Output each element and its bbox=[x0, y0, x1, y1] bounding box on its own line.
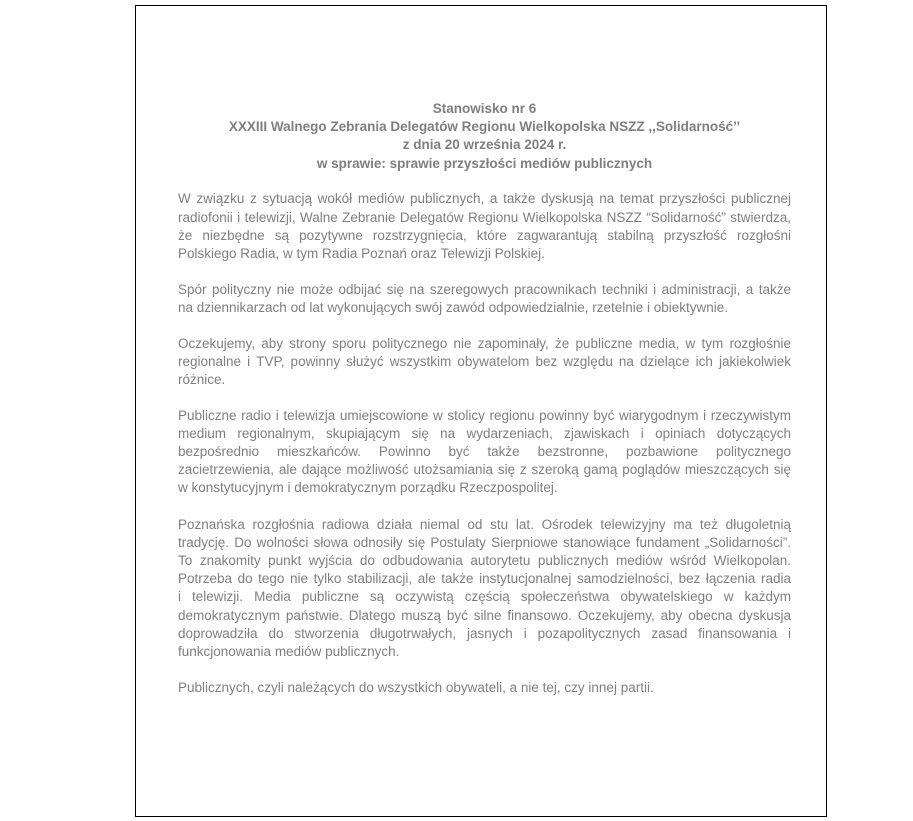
heading-line-subject: w sprawie: sprawie przyszłości mediów publicznych bbox=[316, 155, 653, 171]
document-page bbox=[135, 5, 827, 817]
paragraph-2: Spór polityczny nie może odbijać się na szeregowych pracownikach techniki i administracji, a także na dziennikarzach od lat wykonujących swój zawód odpowiedzialnie, rzetelnie i obiektywnie. bbox=[178, 281, 791, 315]
heading-line-title: Stanowisko nr 6 bbox=[432, 101, 537, 116]
heading-line-date: z dnia 20 września 2024 r. bbox=[402, 137, 567, 153]
document-body bbox=[178, 190, 791, 697]
paragraph-6: Publicznych, czyli należących do wszystkich obywateli, a nie tej, czy innej partii. bbox=[178, 679, 654, 695]
paragraph-3: Oczekujemy, aby strony sporu politycznego nie zapominały, że publiczne media, w tym rozgłośnie regionalne i TVP, powinny służyć wszystkim obywatelom bez względu na dzielące ich jakiekolwiek różnice. bbox=[178, 335, 791, 387]
heading-line-assembly: XXXIII Walnego Zebrania Delegatów Regionu Wielkopolska NSZZ ,,Solidarność’’ bbox=[228, 119, 741, 135]
paragraph-4: Publiczne radio i telewizja umiejscowione w stolicy regionu powinny być wiarygodnym i rzeczywistym medium regionalnym, skupiającym się na wydarzeniach, zjawiskach i opiniach dotyczących bezpośrednio mieszkańców. Powinno być także bezstronne, pozbawione politycznego zacietrzewienia, ale dające możliwość utożsamiania się z szeroką gamą poglądów mieszczących się w konstytucyjnym i demokratycznym porządku Rzeczpospolitej. bbox=[178, 407, 791, 496]
paragraph-1: W związku z sytuacją wokół mediów publicznych, a także dyskusją na temat przyszłości publicznej radiofonii i telewizji, Walne Zebranie Delegatów Regionu Wielkopolska NSZZ “Solidarność” stwierdza, że niezbędne są pozytywne rozstrzygnięcia, które zagwarantują stabilną przyszłość rozgłośni Polskiego Radia, w tym Radia Poznań oraz Telewizji Polskiej. bbox=[178, 191, 791, 261]
document-heading bbox=[178, 100, 791, 173]
paragraph-5: Poznańska rozgłośnia radiowa działa niemal od stu lat. Ośrodek telewizyjny ma też długoletnią tradycję. Do wolności słowa odnosiły się Postulaty Sierpniowe stanowiące fundament „Solidarności”. To znakomity punkt wyjścia do odbudowania autorytetu publicznych mediów wśród Wielkopolan. Potrzeba do tego nie tylko stabilizacji, ale także instytucjonalnej samodzielności, bez łączenia radia i telewizji. Media publiczne są oczywistą częścią społeczeństwa obywatelskiego w każdym demokratycznym państwie. Dlatego muszą być silne finansowo. Oczekujemy, aby obecna dyskusja doprowadziła do stworzenia długotrwałych, jasnych i pozapolitycznych zasad finansowania i funkcjonowania mediów publicznych. bbox=[178, 516, 791, 660]
